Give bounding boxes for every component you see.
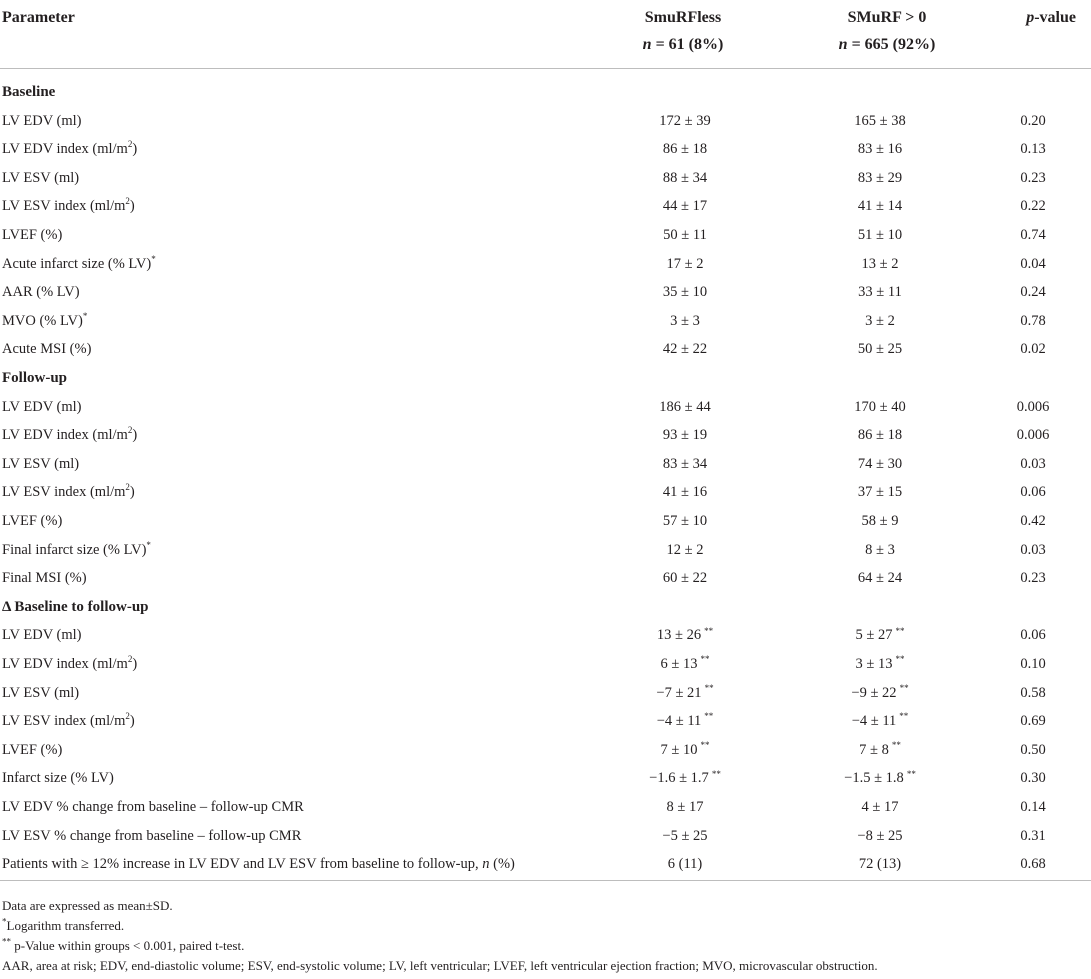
parameter-label xyxy=(2,478,135,506)
p-value-text: 0.23 xyxy=(1020,169,1046,186)
smurf-value xyxy=(785,135,975,163)
smurfless-value-text: 86 ± 18 xyxy=(662,141,708,158)
label-end: ) xyxy=(132,656,138,672)
footnote-abbrev: AAR, area at risk; EDV, end-diastolic volume; ESV, end-systolic volume; LV, left ventricular; LVEF, left ventricular ejection fraction; MVO, microvascular obstruction. xyxy=(2,958,878,973)
footnote-mark: ** xyxy=(2,936,11,947)
p-value xyxy=(990,564,1076,592)
smurf-value xyxy=(785,764,975,792)
p-value-text: 0.42 xyxy=(1020,513,1046,529)
footnote-pvalue xyxy=(2,936,244,956)
label-text: LV ESV index (ml/m xyxy=(2,198,126,215)
parameter-label xyxy=(2,822,301,850)
parameter-label xyxy=(2,793,304,821)
smurf-value xyxy=(785,707,975,735)
p-value xyxy=(990,850,1076,878)
smurf-value xyxy=(785,278,975,306)
smurfless-value-text: −7 ± 21 xyxy=(656,684,702,701)
label-text: Final infarct size (% LV) xyxy=(2,541,147,558)
section-row xyxy=(0,78,1091,106)
smurfless-value-text: 3 ± 3 xyxy=(670,312,700,329)
smurf-value xyxy=(785,507,975,535)
label-text: Δ Baseline to follow-up xyxy=(2,598,149,615)
table-row xyxy=(0,793,1091,821)
smurfless-value xyxy=(590,764,780,792)
smurf-value xyxy=(785,478,975,506)
section-label xyxy=(2,593,149,621)
smurf-value xyxy=(785,450,975,478)
table-row xyxy=(0,650,1091,678)
smurfless-value xyxy=(590,507,780,535)
smurf-value-text: 37 ± 15 xyxy=(857,484,903,501)
smurf-value xyxy=(785,679,975,707)
smurfless-value xyxy=(590,536,780,564)
header-smurfless-n: n = 61 (8%) xyxy=(642,36,724,53)
label-superscript: 2 xyxy=(127,139,133,150)
label-superscript: 2 xyxy=(127,425,133,436)
label-text: Infarct size (% LV) xyxy=(2,770,114,787)
table-row xyxy=(0,679,1091,707)
smurfless-value xyxy=(590,393,780,421)
p-value-text: 0.20 xyxy=(1020,112,1046,129)
smurfless-value-text: 88 ± 34 xyxy=(662,169,708,186)
smurfless-value xyxy=(590,793,780,821)
smurf-value-text: 83 ± 16 xyxy=(857,141,903,158)
smurf-value-text: 41 ± 14 xyxy=(857,198,903,215)
smurf-value-text: 8 ± 3 xyxy=(865,541,895,558)
p-value-text: 0.02 xyxy=(1020,341,1046,358)
label-superscript: * xyxy=(151,253,156,264)
label-text: LV EDV index (ml/m xyxy=(2,427,128,444)
footnote-mark: * xyxy=(2,916,7,927)
label-end: ) xyxy=(132,141,138,158)
parameter-label xyxy=(2,679,79,707)
p-value xyxy=(990,536,1076,564)
p-value xyxy=(990,707,1076,735)
smurfless-value xyxy=(590,850,780,878)
label-text: LVEF (%) xyxy=(2,227,63,243)
significance-mark: ** xyxy=(899,711,909,722)
significance-mark: ** xyxy=(891,739,901,750)
label-text: LV ESV index (ml/m xyxy=(2,713,126,730)
header-smurf-title: SMuRF > 0 xyxy=(847,9,927,26)
header-smurfless xyxy=(612,4,754,58)
header-parameter: Parameter xyxy=(2,9,75,26)
smurfless-value-text: 7 ± 10 xyxy=(660,741,698,758)
smurfless-value-text: 13 ± 26 xyxy=(656,627,702,644)
smurf-value xyxy=(785,822,975,850)
p-value-text: 0.23 xyxy=(1020,570,1046,587)
label-text: Follow-up xyxy=(2,370,68,386)
p-value-text: 0.14 xyxy=(1020,799,1046,815)
smurf-value xyxy=(785,850,975,878)
smurf-value-text: 51 ± 10 xyxy=(857,227,903,243)
label-text: LV ESV index (ml/m xyxy=(2,484,126,501)
label-text: Acute MSI (%) xyxy=(2,341,92,358)
p-value xyxy=(990,793,1076,821)
label-end: ) xyxy=(129,713,135,730)
smurf-value xyxy=(785,421,975,449)
smurf-value xyxy=(785,107,975,135)
n-italic: n xyxy=(642,36,652,53)
smurfless-value xyxy=(590,335,780,363)
p-value xyxy=(990,192,1076,220)
smurfless-value-text: 17 ± 2 xyxy=(666,255,704,272)
p-value-text: 0.03 xyxy=(1020,455,1046,472)
significance-mark: ** xyxy=(704,682,714,693)
parameter-label xyxy=(2,421,137,449)
table-row xyxy=(0,221,1091,249)
smurfless-value-text: −1.6 ± 1.7 xyxy=(649,770,709,787)
smurf-value xyxy=(785,192,975,220)
smurfless-value xyxy=(590,135,780,163)
table-row xyxy=(0,478,1091,506)
header-smurfless-title: SmuRFless xyxy=(644,9,722,26)
significance-mark: ** xyxy=(906,768,916,779)
smurfless-value-text: −5 ± 25 xyxy=(662,827,708,844)
smurfless-value-text: 44 ± 17 xyxy=(662,198,708,215)
smurf-value xyxy=(785,335,975,363)
section-row xyxy=(0,364,1091,392)
label-end: ) xyxy=(129,484,135,501)
label-text: Final MSI (%) xyxy=(2,570,87,587)
table-row xyxy=(0,621,1091,649)
parameter-label xyxy=(2,507,62,535)
smurfless-value-text: −4 ± 11 xyxy=(656,713,702,730)
table-row xyxy=(0,164,1091,192)
smurf-value xyxy=(785,650,975,678)
p-value xyxy=(990,650,1076,678)
p-value-text: 0.006 xyxy=(1016,427,1050,444)
significance-mark: ** xyxy=(711,768,721,779)
table-row xyxy=(0,564,1091,592)
smurf-value xyxy=(785,250,975,278)
p-value xyxy=(990,335,1076,363)
p-value xyxy=(990,164,1076,192)
label-superscript: * xyxy=(146,539,151,550)
label-text: LV EDV index (ml/m xyxy=(2,141,128,158)
smurf-value xyxy=(785,393,975,421)
section-row xyxy=(0,593,1091,621)
p-value xyxy=(990,679,1076,707)
smurfless-value xyxy=(590,421,780,449)
smurf-value xyxy=(785,221,975,249)
p-value xyxy=(990,278,1076,306)
smurf-value-text: 50 ± 25 xyxy=(857,341,903,358)
smurfless-value-text: 83 ± 34 xyxy=(662,455,708,472)
label-text: LVEF (%) xyxy=(2,741,63,758)
label-superscript: * xyxy=(82,310,88,321)
smurfless-value-text: 8 ± 17 xyxy=(666,799,704,815)
p-value-text: 0.78 xyxy=(1020,312,1046,329)
smurf-value-text: 33 ± 11 xyxy=(858,284,902,301)
smurfless-value xyxy=(590,192,780,220)
table-row xyxy=(0,107,1091,135)
footnote-text: Logarithm transferred. xyxy=(6,918,125,933)
smurfless-value xyxy=(590,822,780,850)
p-value xyxy=(990,478,1076,506)
smurf-value-text: −8 ± 25 xyxy=(857,827,903,844)
smurfless-value xyxy=(590,736,780,764)
p-value xyxy=(990,764,1076,792)
p-value-text: 0.30 xyxy=(1020,770,1046,787)
label-end: ) xyxy=(132,427,138,444)
table-row xyxy=(0,135,1091,163)
smurfless-value xyxy=(590,107,780,135)
parameter-label xyxy=(2,450,79,478)
parameter-label xyxy=(2,621,82,649)
table-header xyxy=(0,0,1091,69)
p-value xyxy=(990,393,1076,421)
footnote-data: Data are expressed as mean±SD. xyxy=(2,898,173,913)
label-italic: n xyxy=(482,856,490,873)
parameter-label xyxy=(2,307,87,335)
p-value xyxy=(990,621,1076,649)
p-value xyxy=(990,450,1076,478)
significance-mark: ** xyxy=(895,625,905,636)
label-text: LVEF (%) xyxy=(2,513,63,529)
smurf-value-text: −4 ± 11 xyxy=(851,713,897,730)
smurfless-value-text: 35 ± 10 xyxy=(662,284,708,301)
parameter-label xyxy=(2,764,114,792)
label-end: (%) xyxy=(489,856,515,873)
table-row xyxy=(0,450,1091,478)
p-value-text: 0.03 xyxy=(1020,541,1046,558)
parameter-label xyxy=(2,250,156,278)
table-row xyxy=(0,707,1091,735)
p-value-text: 0.06 xyxy=(1020,484,1046,501)
smurfless-value-text: 6 (11) xyxy=(667,856,703,873)
label-text: LV ESV (ml) xyxy=(2,684,80,701)
smurf-value-text: 58 ± 9 xyxy=(861,513,899,529)
label-text: LV EDV (ml) xyxy=(2,627,82,644)
smurf-value-text: 13 ± 2 xyxy=(861,255,899,272)
label-text: Patients with ≥ 12% increase in LV EDV and LV ESV from baseline to follow-up, xyxy=(2,856,483,873)
p-value-text: 0.006 xyxy=(1016,398,1050,415)
smurfless-value xyxy=(590,478,780,506)
parameter-label xyxy=(2,278,80,306)
parameter-label xyxy=(2,164,79,192)
smurfless-value xyxy=(590,278,780,306)
smurfless-value xyxy=(590,707,780,735)
parameter-label xyxy=(2,707,135,735)
p-value-text: 0.22 xyxy=(1020,198,1046,215)
p-value-text: 0.13 xyxy=(1020,141,1046,158)
smurf-value-text: 74 ± 30 xyxy=(857,455,903,472)
label-superscript: 2 xyxy=(125,482,130,493)
label-superscript: 2 xyxy=(125,711,130,722)
parameter-label xyxy=(2,536,151,564)
p-value xyxy=(990,507,1076,535)
table-row xyxy=(0,507,1091,535)
smurf-value xyxy=(785,564,975,592)
label-text: LV ESV (ml) xyxy=(2,455,80,472)
smurf-value xyxy=(785,621,975,649)
p-value-text: 0.06 xyxy=(1020,627,1046,644)
smurf-value xyxy=(785,536,975,564)
significance-mark: ** xyxy=(700,654,710,665)
label-text: AAR (% LV) xyxy=(2,284,80,301)
smurfless-value-text: 12 ± 2 xyxy=(666,541,704,558)
smurf-value-text: −9 ± 22 xyxy=(851,684,897,701)
smurfless-value xyxy=(590,564,780,592)
smurf-value-text: −1.5 ± 1.8 xyxy=(844,770,904,787)
parameter-label xyxy=(2,221,62,249)
table-row xyxy=(0,736,1091,764)
smurf-value xyxy=(785,307,975,335)
table-row xyxy=(0,192,1091,220)
smurfless-value xyxy=(590,679,780,707)
section-label xyxy=(2,78,55,106)
label-end: ) xyxy=(129,198,135,215)
table-row xyxy=(0,764,1091,792)
significance-mark: ** xyxy=(704,625,714,636)
p-value-text: 0.69 xyxy=(1020,713,1046,730)
smurf-value-text: 4 ± 17 xyxy=(861,799,899,815)
label-text: LV EDV (ml) xyxy=(2,112,82,129)
label-superscript: 2 xyxy=(127,654,133,665)
parameter-label xyxy=(2,135,137,163)
p-value-text: 0.58 xyxy=(1020,684,1046,701)
parameter-label xyxy=(2,736,62,764)
smurf-value-text: 86 ± 18 xyxy=(857,427,903,444)
smurfless-value-text: 60 ± 22 xyxy=(662,570,708,587)
table-row xyxy=(0,822,1091,850)
table-row xyxy=(0,250,1091,278)
smurf-value-text: 7 ± 8 xyxy=(859,741,889,758)
label-text: LV ESV % change from baseline – follow-up CMR xyxy=(2,827,302,844)
section-label xyxy=(2,364,67,392)
header-smurf-n: n = 665 (92%) xyxy=(838,36,936,53)
header-pvalue xyxy=(990,4,1076,31)
p-value-text: 0.50 xyxy=(1020,741,1046,758)
parameter-label xyxy=(2,393,82,421)
smurfless-value-text: 50 ± 11 xyxy=(663,227,707,243)
parameter-label xyxy=(2,192,135,220)
label-text: MVO (% LV) xyxy=(2,312,83,329)
table-row xyxy=(0,536,1091,564)
label-text: LV EDV (ml) xyxy=(2,398,82,415)
table-row xyxy=(0,335,1091,363)
significance-mark: ** xyxy=(895,654,905,665)
label-text: LV ESV (ml) xyxy=(2,169,80,186)
smurfless-value-text: 172 ± 39 xyxy=(659,112,711,129)
parameter-label xyxy=(2,850,515,878)
p-value xyxy=(990,822,1076,850)
p-value xyxy=(990,307,1076,335)
smurf-value-text: 3 ± 2 xyxy=(865,312,895,329)
smurf-value-text: 3 ± 13 xyxy=(855,656,893,672)
table-row xyxy=(0,421,1091,449)
p-value xyxy=(990,250,1076,278)
smurfless-value-text: 186 ± 44 xyxy=(659,398,711,415)
p-value-text: 0.10 xyxy=(1020,656,1046,672)
p-value-text: 0.68 xyxy=(1020,856,1046,873)
smurf-value-text: 5 ± 27 xyxy=(855,627,893,644)
smurfless-value xyxy=(590,164,780,192)
smurf-value-text: 64 ± 24 xyxy=(857,570,903,587)
smurfless-value-text: 42 ± 22 xyxy=(662,341,708,358)
parameter-label xyxy=(2,335,91,363)
p-value xyxy=(990,135,1076,163)
smurfless-value xyxy=(590,221,780,249)
table-row xyxy=(0,393,1091,421)
smurfless-value xyxy=(590,250,780,278)
p-value-text: 0.04 xyxy=(1020,255,1046,272)
smurfless-value-text: 41 ± 16 xyxy=(662,484,708,501)
p-value xyxy=(990,421,1076,449)
smurfless-value-text: 93 ± 19 xyxy=(662,427,708,444)
smurf-value-text: 72 (13) xyxy=(858,856,902,873)
label-superscript: 2 xyxy=(125,196,130,207)
smurf-value-text: 170 ± 40 xyxy=(854,398,906,415)
p-value xyxy=(990,736,1076,764)
smurf-value-text: 165 ± 38 xyxy=(854,112,906,129)
parameter-label xyxy=(2,107,82,135)
p-rest: -value xyxy=(1034,9,1076,26)
p-value xyxy=(990,221,1076,249)
smurfless-value xyxy=(590,621,780,649)
significance-mark: ** xyxy=(700,739,710,750)
label-text: LV EDV % change from baseline – follow-up CMR xyxy=(2,799,304,815)
smurf-value xyxy=(785,793,975,821)
parameter-label xyxy=(2,564,87,592)
smurfless-value xyxy=(590,307,780,335)
p-value-text: 0.74 xyxy=(1020,227,1046,243)
significance-mark: ** xyxy=(899,682,909,693)
table-row xyxy=(0,278,1091,306)
label-text: Acute infarct size (% LV) xyxy=(2,255,152,272)
label-text: LV EDV index (ml/m xyxy=(2,656,128,672)
smurfless-value-text: 57 ± 10 xyxy=(662,513,708,529)
label-text: Baseline xyxy=(2,84,56,100)
footnote-log xyxy=(2,916,124,936)
table-row xyxy=(0,850,1091,878)
p-value-text: 0.31 xyxy=(1020,827,1046,844)
smurfless-value xyxy=(590,650,780,678)
p-italic: p xyxy=(1026,9,1035,26)
footnote-text: p-Value within groups < 0.001, paired t-test. xyxy=(11,938,245,953)
table-bottom-rule xyxy=(0,880,1091,881)
p-value xyxy=(990,107,1076,135)
header-smurf xyxy=(816,4,958,58)
significance-mark: ** xyxy=(704,711,714,722)
parameter-label xyxy=(2,650,137,678)
smurf-value xyxy=(785,164,975,192)
table-row xyxy=(0,307,1091,335)
smurf-value xyxy=(785,736,975,764)
p-value-text: 0.24 xyxy=(1020,284,1046,301)
n-italic: n xyxy=(838,36,848,53)
smurf-value-text: 83 ± 29 xyxy=(857,169,903,186)
smurfless-value-text: 6 ± 13 xyxy=(660,656,698,672)
smurfless-value xyxy=(590,450,780,478)
